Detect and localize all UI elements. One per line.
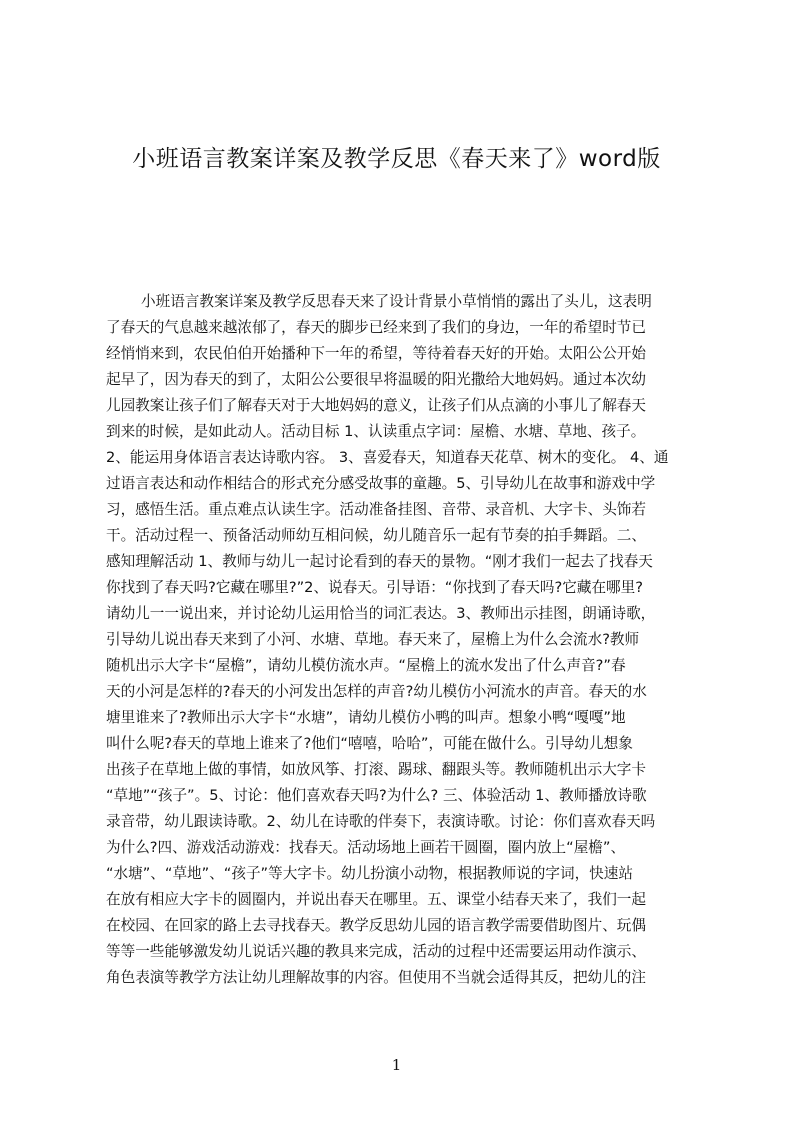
text-line: “水塘”、“草地”、“孩子”等大字卡。幼儿扮演小动物，根据教师说的字词，快速站 xyxy=(106,865,633,882)
page-number: 1 xyxy=(391,1056,402,1074)
text-line: 等等一些能够激发幼儿说话兴趣的教具来完成，活动的过程中还需要运用动作演示、 xyxy=(106,943,646,960)
text-line: 随机出示大字卡“屋檐”，请幼儿模仿流水声。“屋檐上的流水发出了什么声音?”春 xyxy=(106,657,626,674)
text-line: 干。活动过程一、预备活动师幼互相问候，幼儿随音乐一起有节奏的拍手舞蹈。二、 xyxy=(106,527,646,544)
text-line: 角色表演等教学方法让幼儿理解故事的内容。但使用不当就会适得其反，把幼儿的注 xyxy=(106,969,646,986)
text-line: 儿园教案让孩子们了解春天对于大地妈妈的意义，让孩子们从点滴的小事儿了解春天 xyxy=(106,397,646,414)
text-line: 经悄悄来到，农民伯伯开始播种下一年的希望，等待着春天好的开始。太阳公公开始 xyxy=(106,345,646,362)
text-line: 在放有相应大字卡的圆圈内，并说出春天在哪里。五、课堂小结春天来了，我们一起 xyxy=(106,891,646,908)
text-line: 习，感悟生活。重点难点认读生字。活动准备挂图、音带、录音机、大字卡、头饰若 xyxy=(106,501,646,518)
text-line: 你找到了春天吗?它藏在哪里?”2、说春天。引导语：“你找到了春天吗?它藏在哪里? xyxy=(106,579,643,596)
text-line: 录音带，幼儿跟读诗歌。2、幼儿在诗歌的伴奏下，表演诗歌。讨论：你们喜欢春天吗 xyxy=(106,813,656,830)
text-line: 天的小河是怎样的?春天的小河发出怎样的声音?幼儿模仿小河流水的声音。春天的水 xyxy=(106,683,647,700)
text-line: 为什么?四、游戏活动游戏：找春天。活动场地上画若干圆圈，圈内放上“屋檐”、 xyxy=(106,839,626,856)
text-line: 2、能运用身体语言表达诗歌内容。 3、喜爱春天，知道春天花草、树木的变化。 4、通 xyxy=(106,449,669,466)
document-title: 小班语言教案详案及教学反思《春天来了》word版 xyxy=(132,146,661,172)
text-line: 塘里谁来了?教师出示大字卡“水塘”，请幼儿模仿小鸭的叫声。想象小鸭“嘎嘎”地 xyxy=(106,709,626,726)
text-line: 小班语言教案详案及教学反思春天来了设计背景小草悄悄的露出了头儿，这表明 xyxy=(141,293,652,310)
text-line: 叫什么呢?春天的草地上谁来了?他们“嘻嘻，哈哈”，可能在做什么。引导幼儿想象 xyxy=(106,735,633,752)
body-paragraph xyxy=(106,289,698,1039)
text-line: 在校园、在回家的路上去寻找春天。教学反思幼儿园的语言教学需要借助图片、玩偶 xyxy=(106,917,646,934)
text-line: 起早了，因为春天的到了，太阳公公要很早将温暖的阳光撒给大地妈妈。通过本次幼 xyxy=(106,371,646,388)
text-line: 引导幼儿说出春天来到了小河、水塘、草地。春天来了，屋檐上为什么会流水?教师 xyxy=(106,631,640,648)
text-line: “草地”“孩子”。5、讨论：他们喜欢春天吗?为什么? 三、体验活动 1、教师播放诗歌 xyxy=(106,787,647,804)
text-line: 请幼儿一一说出来，并讨论幼儿运用恰当的词汇表达。3、教师出示挂图，朗诵诗歌， xyxy=(106,605,656,622)
text-line: 过语言表达和动作相结合的形式充分感受故事的童趣。5、引导幼儿在故事和游戏中学 xyxy=(106,475,656,492)
text-line: 出孩子在草地上做的事情，如放风筝、打滚、踢球、翻跟头等。教师随机出示大字卡 xyxy=(106,761,646,778)
text-line: 了春天的气息越来越浓郁了，春天的脚步已经来到了我们的身边，一年的希望时节已 xyxy=(106,319,646,336)
text-line: 感知理解活动 1、教师与幼儿一起讨论看到的春天的景物。“刚才我们一起去了找春天 xyxy=(106,553,653,570)
text-line: 到来的时候，是如此动人。活动目标 1、认读重点字词：屋檐、水塘、草地、孩子。 xyxy=(106,423,646,440)
